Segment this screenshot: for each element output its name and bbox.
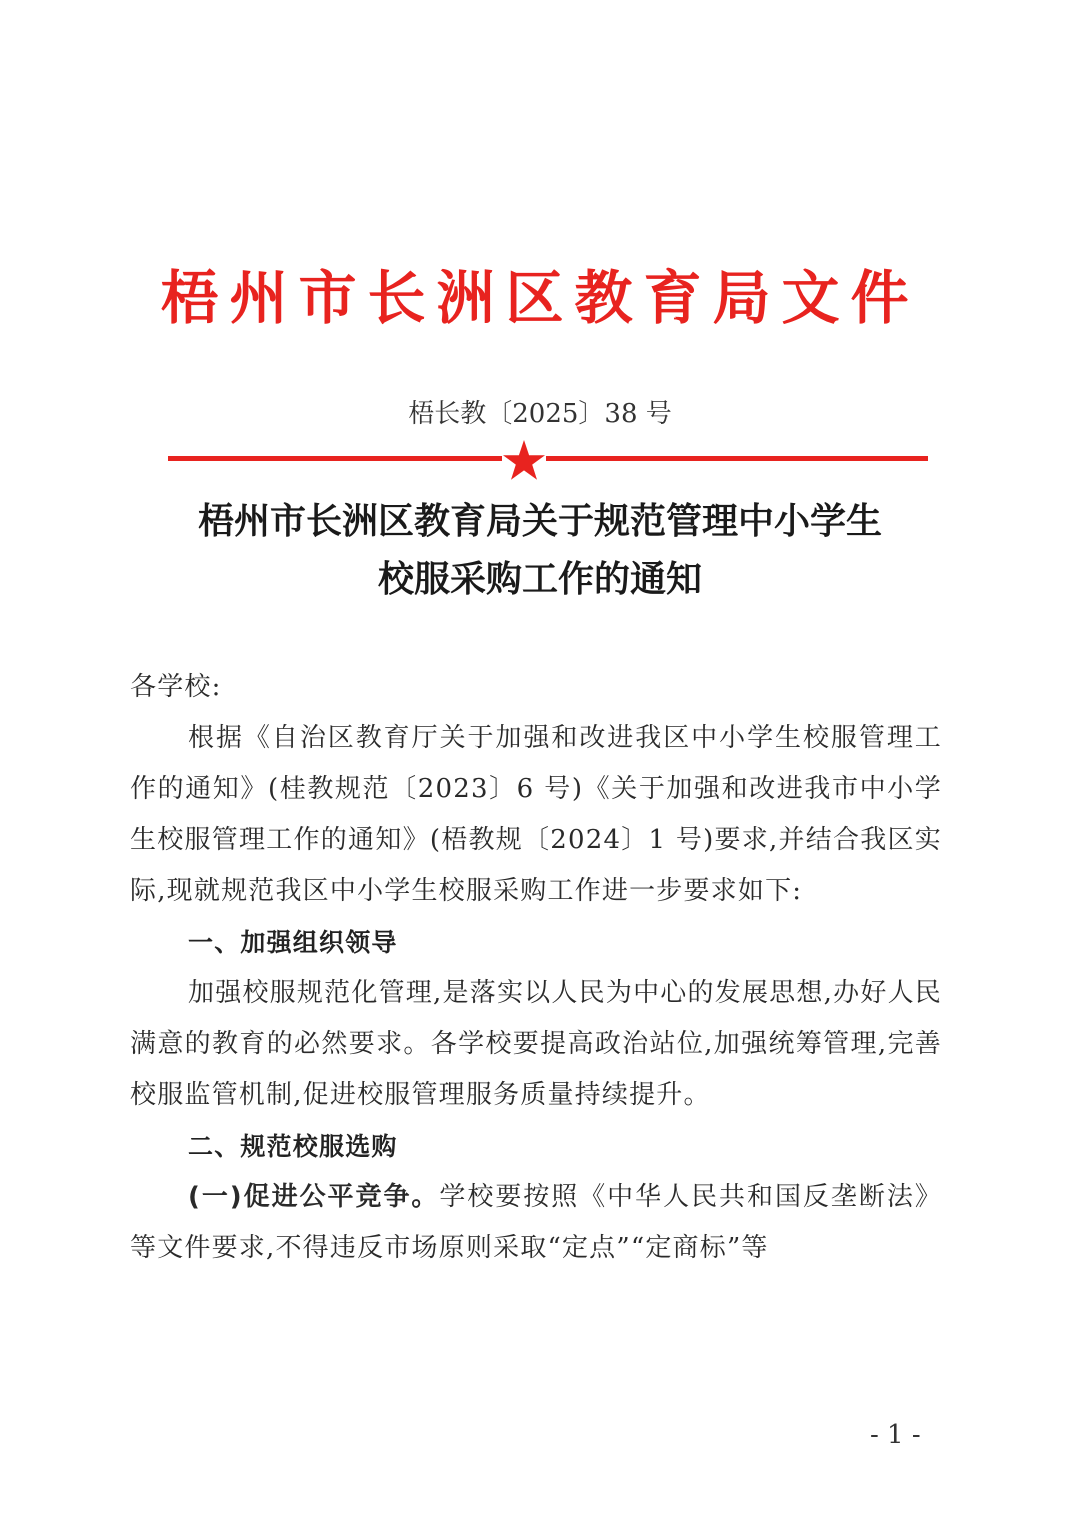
intro-paragraph: 根据《自治区教育厅关于加强和改进我区中小学生校服管理工作的通知》(桂教规范〔2023〕6 号)《关于加强和改进我市中小学生校服管理工作的通知》(梧教规〔2024〕1 号)要求,并结合我区实际,现就规范我区中小学生校服采购工作进一步要求如下: [130, 723, 942, 906]
page-number: - 1 - [870, 1420, 921, 1450]
document-masthead: 梧州市长洲区教育局文件 [160, 264, 920, 332]
document-body [130, 662, 942, 1274]
subsection-1-paragraph [130, 1172, 942, 1274]
document-title [0, 492, 1080, 608]
salutation: 各学校: [130, 672, 222, 702]
document-number: 梧长教〔2025〕38 号 [408, 399, 672, 429]
document-title-line-2: 校服采购工作的通知 [377, 558, 702, 600]
divider-line-left [168, 456, 502, 461]
divider-line-right [546, 456, 928, 461]
section-1-heading: 一、加强组织领导 [188, 928, 398, 957]
section-2-heading: 二、规范校服选购 [188, 1132, 398, 1161]
subsection-1-lead: (一)促进公平竞争。 [188, 1182, 440, 1212]
subsection-1-text: 学校要按照《中华人民共和国反垄断法》等文件要求,不得违反市场原则采取“定点”“定商标”等 [130, 1182, 942, 1263]
star-icon [503, 440, 545, 480]
document-title-line-1: 梧州市长洲区教育局关于规范管理中小学生 [197, 500, 882, 542]
section-1-paragraph: 加强校服规范化管理,是落实以人民为中心的发展思想,办好人民满意的教育的必然要求。各学校要提高政治站位,加强统筹管理,完善校服监管机制,促进校服管理服务质量持续提升。 [130, 978, 942, 1110]
red-divider [160, 440, 928, 486]
